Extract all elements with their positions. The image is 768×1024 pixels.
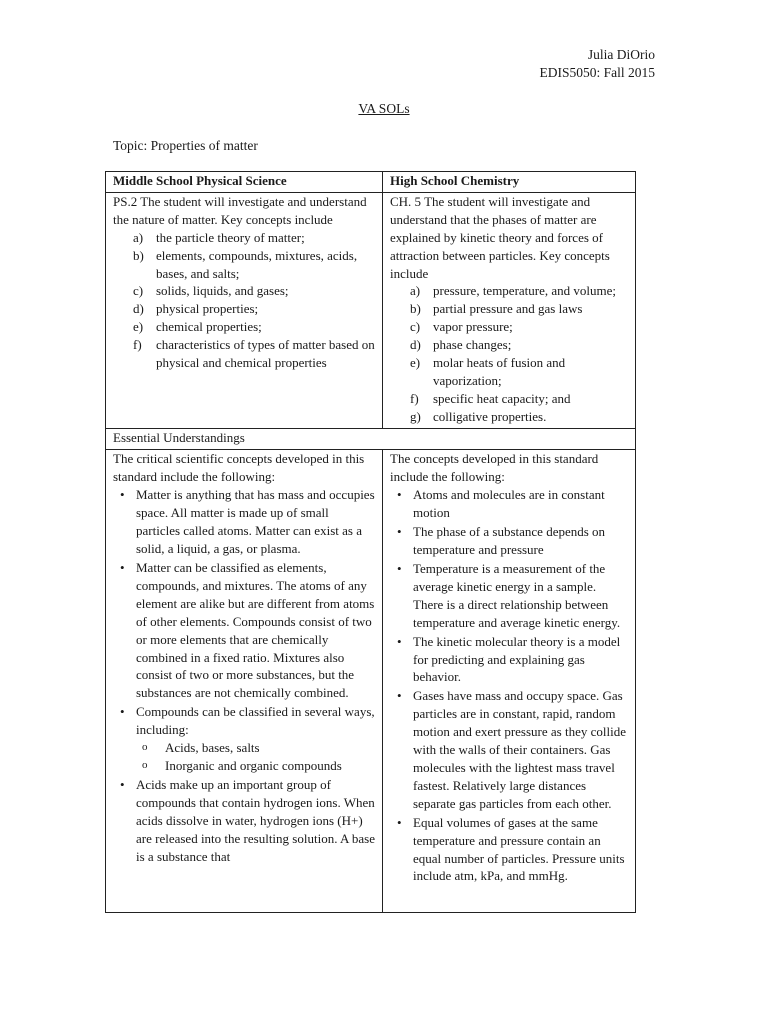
list-item-text: Compounds can be classified in several ways, including: (136, 704, 375, 738)
hs-key-concepts-list (390, 282, 629, 425)
bullet-icon: • (397, 814, 402, 830)
list-item (133, 247, 376, 283)
bullet-icon: • (120, 704, 125, 720)
list-marker: e) (133, 319, 144, 335)
bullet-icon: • (397, 561, 402, 577)
list-item (392, 687, 629, 812)
bullet-icon: • (120, 487, 125, 503)
list-marker: a) (133, 229, 144, 245)
list-item (392, 486, 629, 522)
list-item-text: Matter can be classified as elements, compounds, and mixtures. The atoms of any element are alike but are different from atoms of other elements. Compounds consist of two or more elements that are chemically combined in a fixed ratio. Mixtures also consist of two or more substances, but the substances are not chemically combined. (136, 560, 375, 701)
list-item (410, 282, 629, 300)
ms-standard-intro: PS.2 The student will investigate and understand the nature of matter. Key concepts include (113, 193, 367, 227)
ms-understandings-cell (106, 449, 383, 912)
list-item (410, 336, 629, 354)
standards-row (106, 192, 636, 428)
list-item (133, 318, 376, 336)
list-marker: b) (133, 247, 144, 263)
list-item (115, 776, 376, 866)
sub-list-item-text: Inorganic and organic compounds (165, 758, 342, 773)
list-item (392, 523, 629, 559)
sub-list-item (142, 757, 376, 775)
ms-understandings-list (113, 486, 376, 865)
list-item-text: Equal volumes of gases at the same temperature and pressure contain an equal number of particles. Pressure units include atm, kPa, and mmHg. (413, 814, 625, 884)
list-item-text: The phase of a substance depends on temperature and pressure (413, 524, 606, 558)
list-item (133, 336, 376, 372)
list-item-text: vapor pressure; (433, 319, 513, 335)
list-item-text: The kinetic molecular theory is a model for predicting and explaining gas behavior. (413, 633, 621, 685)
list-item (115, 703, 376, 775)
essential-understandings-label: Essential Understandings (106, 428, 636, 449)
list-item-text: Matter is anything that has mass and occupies space. All matter is made up of small particles called atoms. Matter can exist as a solid, a liquid, a gas, or plasma. (136, 487, 375, 557)
list-marker: g) (410, 408, 421, 424)
list-item (410, 390, 629, 408)
sol-comparison-table (105, 171, 636, 913)
list-item-text: specific heat capacity; and (433, 390, 571, 406)
list-item-text: the particle theory of matter; (156, 229, 305, 245)
list-item-text: Gases have mass and occupy space. Gas particles are in constant, rapid, random motion and exert pressure as they collide with the walls of their containers. Gas molecules with the lightest mass travel fastest. Relatively large distances separate gas particles from each other. (413, 688, 626, 811)
list-item-text: Atoms and molecules are in constant motion (413, 487, 605, 521)
bullet-icon: • (120, 560, 125, 576)
list-item (133, 300, 376, 318)
author-header (539, 46, 655, 82)
author-name: Julia DiOrio (587, 47, 655, 62)
essential-understandings-row (106, 428, 636, 449)
list-item (410, 354, 629, 390)
column-header-middle-school: Middle School Physical Science (106, 172, 383, 193)
topic-line: Topic: Properties of matter (113, 138, 258, 153)
list-item-text: molar heats of fusion and vaporization; (433, 355, 566, 388)
hs-understandings-list (390, 486, 629, 885)
bullet-icon: • (397, 688, 402, 704)
list-item-text: solids, liquids, and gases; (156, 283, 289, 299)
bullet-icon: • (120, 776, 125, 792)
list-item-text: elements, compounds, mixtures, acids, bases, and salts; (156, 247, 358, 281)
list-item (410, 408, 629, 426)
hs-understandings-cell (383, 449, 636, 912)
list-item-text: physical properties; (156, 301, 259, 317)
bullet-icon: • (397, 524, 402, 540)
sub-bullet-icon: o (142, 741, 148, 754)
list-item (133, 229, 376, 247)
list-item-text: partial pressure and gas laws (433, 301, 583, 317)
hs-standard-intro: CH. 5 The student will investigate and understand that the phases of matter are explained by kinetic theory and forces of attraction between particles. Key concepts include (390, 193, 610, 281)
list-item (115, 486, 376, 558)
bullet-icon: • (397, 633, 402, 649)
list-item-text: characteristics of types of matter based on physical and chemical properties (156, 337, 375, 371)
list-marker: c) (410, 319, 421, 335)
list-item-text: phase changes; (433, 337, 512, 353)
sub-list-item-text: Acids, bases, salts (165, 740, 260, 756)
ms-key-concepts-list (113, 229, 376, 372)
sub-bullet-icon: o (142, 759, 148, 771)
table-header-row (106, 172, 636, 193)
ms-understandings-intro: The critical scientific concepts developed in this standard include the following: (113, 450, 365, 484)
list-marker: a) (410, 283, 421, 299)
list-item (392, 814, 629, 886)
list-marker: d) (133, 301, 144, 317)
bullet-icon: • (397, 487, 402, 503)
list-item-text: chemical properties; (156, 319, 262, 335)
list-item (392, 560, 629, 632)
hs-understandings-intro: The concepts developed in this standard include the following: (390, 450, 599, 484)
course-label: EDIS5050: Fall 2015 (539, 65, 655, 80)
document-title: VA SOLs (358, 101, 410, 116)
list-marker: f) (410, 390, 419, 406)
sub-list-item (142, 739, 376, 757)
ms-standard-cell (106, 192, 383, 428)
understandings-content-row (106, 449, 636, 912)
compound-classification-sublist (136, 739, 376, 775)
list-item-text: Temperature is a measurement of the average kinetic energy in a sample. There is a direct relationship between temperature and average kinetic energy. (413, 561, 621, 630)
list-item (133, 282, 376, 300)
list-item (392, 633, 629, 687)
list-item (410, 318, 629, 336)
list-item-text: pressure, temperature, and volume; (433, 283, 617, 299)
list-marker: e) (410, 355, 421, 371)
list-item-text: Acids make up an important group of compounds that contain hydrogen ions. When acids dissolve in water, hydrogen ions (H+) are released into the resulting solution. A base is a substance that (136, 776, 375, 864)
list-marker: d) (410, 337, 421, 353)
column-header-high-school: High School Chemistry (383, 172, 636, 193)
list-item (410, 300, 629, 318)
list-marker: f) (133, 337, 142, 353)
list-item-text: colligative properties. (433, 408, 547, 424)
list-marker: c) (133, 283, 144, 299)
list-item (115, 559, 376, 702)
list-marker: b) (410, 301, 421, 317)
hs-standard-cell (383, 192, 636, 428)
